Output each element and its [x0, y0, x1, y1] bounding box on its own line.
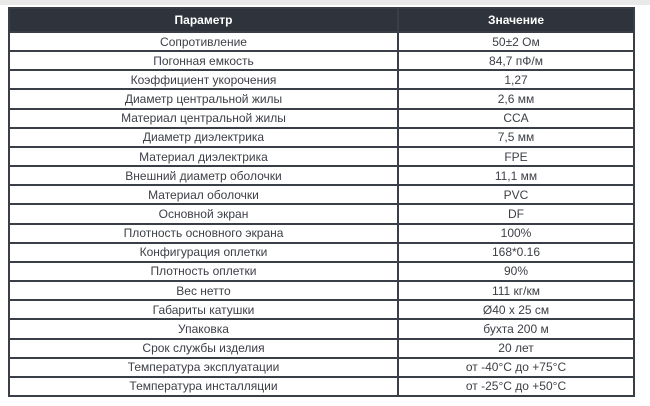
spec-table-body — [9, 32, 634, 396]
param-cell: Плотность оплетки — [9, 262, 398, 281]
param-cell: Погонная емкость — [9, 51, 398, 70]
value-cell: 111 кг/км — [398, 281, 634, 300]
value-cell: 168*0.16 — [398, 243, 634, 262]
param-cell: Коэффициент укорочения — [9, 70, 398, 89]
param-cell: Плотность основного экрана — [9, 224, 398, 243]
table-row — [9, 147, 634, 166]
table-row — [9, 319, 634, 338]
spec-table — [8, 7, 635, 397]
param-cell: Температура инсталляции — [9, 377, 398, 396]
value-cell: бухта 200 м — [398, 319, 634, 338]
value-cell: PVC — [398, 185, 634, 204]
param-cell: Упаковка — [9, 319, 398, 338]
param-cell: Сопротивление — [9, 32, 398, 51]
param-cell: Конфигурация оплетки — [9, 243, 398, 262]
table-row — [9, 32, 634, 51]
value-cell: FPE — [398, 147, 634, 166]
value-cell: 20 лет — [398, 339, 634, 358]
table-row — [9, 128, 634, 147]
param-cell: Срок службы изделия — [9, 339, 398, 358]
value-cell: CCA — [398, 109, 634, 128]
column-header-param: Параметр — [9, 8, 398, 32]
param-cell: Материал оболочки — [9, 185, 398, 204]
table-row — [9, 70, 634, 89]
param-cell: Основной экран — [9, 204, 398, 223]
table-row — [9, 377, 634, 396]
value-cell: 1,27 — [398, 70, 634, 89]
table-row — [9, 262, 634, 281]
value-cell: Ø40 x 25 см — [398, 300, 634, 319]
table-row — [9, 204, 634, 223]
param-cell: Температура эксплуатации — [9, 358, 398, 377]
value-cell: 11,1 мм — [398, 166, 634, 185]
value-cell: 7,5 мм — [398, 128, 634, 147]
table-row — [9, 358, 634, 377]
value-cell: 84,7 пФ/м — [398, 51, 634, 70]
value-cell: 100% — [398, 224, 634, 243]
param-cell: Внешний диаметр оболочки — [9, 166, 398, 185]
top-page-strip — [0, 0, 650, 5]
table-row — [9, 339, 634, 358]
param-cell: Материал диэлектрика — [9, 147, 398, 166]
table-row — [9, 224, 634, 243]
value-cell: DF — [398, 204, 634, 223]
param-cell: Диаметр диэлектрика — [9, 128, 398, 147]
value-cell: 50±2 Ом — [398, 32, 634, 51]
param-cell: Габариты катушки — [9, 300, 398, 319]
param-cell: Вес нетто — [9, 281, 398, 300]
table-row — [9, 166, 634, 185]
value-cell: 90% — [398, 262, 634, 281]
table-row — [9, 109, 634, 128]
table-row — [9, 185, 634, 204]
param-cell: Материал центральной жилы — [9, 109, 398, 128]
header-row — [9, 8, 634, 32]
table-row — [9, 243, 634, 262]
value-cell: 2,6 мм — [398, 89, 634, 108]
value-cell: от -25°C до +50°C — [398, 377, 634, 396]
spec-table-container — [8, 7, 635, 397]
table-row — [9, 281, 634, 300]
table-row — [9, 300, 634, 319]
spec-table-header — [9, 8, 634, 32]
column-header-value: Значение — [398, 8, 634, 32]
table-row — [9, 51, 634, 70]
value-cell: от -40°C до +75°C — [398, 358, 634, 377]
param-cell: Диаметр центральной жилы — [9, 89, 398, 108]
table-row — [9, 89, 634, 108]
